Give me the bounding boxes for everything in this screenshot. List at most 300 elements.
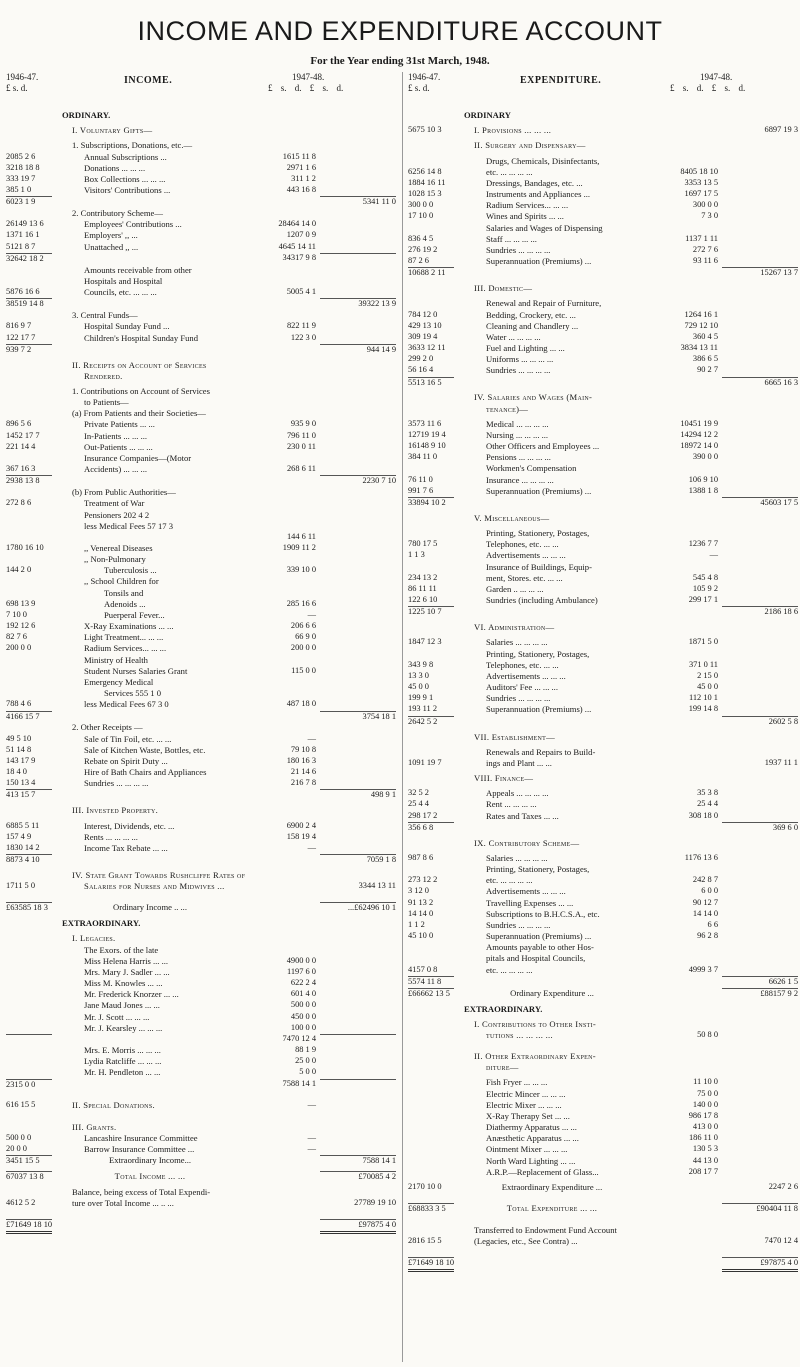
row-label: Pensions ... ... ... ...	[486, 452, 551, 463]
prior-year-amount	[6, 408, 52, 419]
current-total-amount	[722, 637, 798, 648]
prior-year-amount: 2085 2 6	[6, 151, 36, 161]
current-item-amount	[248, 453, 320, 464]
row-detail	[52, 832, 320, 843]
current-item-amount: 5005 4 1	[286, 287, 316, 297]
row-detail	[52, 699, 320, 710]
current-total-amount	[320, 208, 396, 219]
expenditure-row	[408, 822, 798, 834]
row-detail	[52, 1023, 320, 1034]
prior-year-amount	[408, 773, 454, 784]
current-total-amount	[320, 1045, 396, 1056]
expenditure-row	[408, 178, 798, 189]
current-item-amount	[248, 125, 320, 136]
current-item-amount: 1388 1 8	[688, 485, 718, 495]
current-item-amount: 144 6 11	[286, 531, 316, 541]
current-total-amount	[320, 1122, 396, 1133]
current-item-amount: 935 9 0	[290, 419, 316, 429]
prior-year-amount: 788 4 6	[6, 699, 32, 709]
expenditure-row	[408, 637, 798, 648]
row-detail	[454, 773, 722, 784]
prior-year-amount: 192 12 6	[6, 621, 36, 631]
row-detail	[52, 778, 320, 789]
row-label: Sundries ... ... ... ...	[84, 778, 149, 789]
current-item-amount	[248, 397, 320, 408]
current-item-amount: 44 13 0	[692, 1155, 718, 1165]
row-detail	[52, 1100, 320, 1111]
prior-year-amount: 87 2 6	[408, 256, 429, 266]
income-row	[6, 419, 396, 430]
current-total-amount	[320, 643, 396, 654]
row-detail	[454, 452, 722, 463]
prior-year-amount	[6, 397, 52, 408]
row-detail	[454, 486, 722, 497]
row-label: Sale of Tin Foil, etc. ... ...	[84, 733, 172, 744]
row-label	[454, 377, 650, 389]
row-label: Wines and Spirits ... ...	[486, 211, 564, 222]
row-label	[454, 267, 650, 279]
row-detail	[52, 344, 320, 356]
current-item-amount: 206 6 6	[290, 621, 316, 631]
current-total-amount	[722, 550, 798, 561]
row-label: Subscriptions to B.H.C.S.A., etc.	[486, 908, 600, 919]
current-item-amount: 268 6 11	[286, 464, 316, 474]
expenditure-row	[408, 758, 798, 769]
row-label: (Legacies, etc., See Contra) ...	[474, 1236, 578, 1247]
expenditure-row	[408, 898, 798, 909]
current-total-amount	[722, 732, 798, 743]
row-label: Private Patients ... ...	[84, 419, 155, 430]
current-item-amount	[650, 747, 722, 758]
current-item-amount	[650, 1062, 722, 1073]
row-label: VII. Establishment—	[474, 731, 555, 742]
row-label	[52, 196, 248, 208]
row-label: Accidents) ... ... ...	[84, 464, 148, 475]
expenditure-row	[408, 1030, 798, 1041]
row-detail	[52, 576, 320, 587]
row-detail	[52, 1219, 320, 1234]
current-total-amount	[320, 989, 396, 1000]
income-row	[6, 1079, 396, 1091]
current-item-amount	[248, 677, 320, 688]
row-label: Insurance of Buildings, Equip-	[486, 561, 592, 572]
row-label: Councils, etc. ... ... ...	[84, 287, 157, 298]
prior-year-amount: 20 0 0	[6, 1143, 27, 1153]
prior-year-amount	[408, 298, 454, 309]
prior-year-amount	[408, 1051, 454, 1062]
current-total-amount	[320, 510, 396, 521]
expenditure-row	[408, 310, 798, 321]
current-item-amount	[248, 408, 320, 419]
row-detail	[52, 253, 320, 265]
row-label: Workmen's Compensation	[486, 463, 577, 474]
row-label: Uniforms ... ... ... ...	[486, 354, 554, 365]
prior-year-amount: 193 11 2	[408, 704, 438, 714]
prior-year-amount	[408, 864, 454, 875]
prior-year-amount	[6, 371, 52, 382]
row-label: ,, School Children for	[84, 576, 159, 587]
current-total-amount	[320, 487, 396, 498]
expenditure-row	[408, 392, 798, 403]
current-item-amount: 7588 14 1	[282, 1078, 316, 1088]
current-total-amount	[722, 909, 798, 920]
current-total-amount	[722, 140, 798, 151]
row-detail	[454, 1019, 722, 1030]
expenditure-row	[408, 886, 798, 897]
row-label: I. Contributions to Other Insti-	[474, 1018, 597, 1029]
current-item-amount: 75 0 0	[697, 1088, 718, 1098]
current-total-amount	[722, 110, 798, 121]
current-item-amount	[650, 1203, 722, 1215]
row-detail	[454, 140, 722, 151]
row-label: Lancashire Insurance Committee	[84, 1132, 198, 1143]
income-row	[6, 298, 396, 310]
prior-year-amount	[408, 140, 454, 151]
prior-year-amount: 298 17 2	[408, 810, 438, 820]
current-total-amount	[722, 953, 798, 964]
current-total-amount	[722, 1156, 798, 1167]
prior-year-amount	[6, 1187, 52, 1198]
current-total-amount	[320, 453, 396, 464]
row-label: Sundries (including Ambulance)	[486, 595, 598, 606]
row-detail	[52, 242, 320, 253]
current-total-amount	[320, 1000, 396, 1011]
prior-year-amount: 2642 5 2	[408, 716, 454, 728]
row-label: ment, Stores. etc. ... ...	[486, 572, 563, 583]
row-label: Fish Fryer ... ... ...	[486, 1077, 548, 1088]
row-label: Printing, Stationery, Postages,	[486, 863, 590, 874]
current-total-amount: 2186 18 6	[722, 606, 798, 618]
row-detail	[454, 898, 722, 909]
row-detail	[454, 704, 722, 715]
current-item-amount	[650, 513, 722, 524]
row-detail	[52, 521, 320, 532]
row-label: Extraordinary Income...	[108, 1155, 192, 1166]
row-label: Diathermy Apparatus ... ...	[486, 1122, 577, 1133]
row-detail	[454, 838, 722, 849]
current-total-amount	[320, 265, 396, 276]
current-item-amount: 88 1 9	[295, 1044, 316, 1054]
row-label: 1. Subscriptions, Donations, etc.—	[72, 140, 193, 151]
row-detail	[454, 110, 722, 121]
income-row	[6, 1000, 396, 1011]
income-row	[6, 688, 396, 699]
current-item-amount: 5 0 0	[299, 1067, 316, 1077]
income-row	[6, 287, 396, 298]
row-label	[52, 789, 248, 801]
expenditure-row	[408, 562, 798, 573]
current-total-amount	[722, 747, 798, 758]
expenditure-row	[408, 909, 798, 920]
row-detail	[454, 660, 722, 671]
expenditure-title: EXPENDITURE.	[520, 75, 602, 86]
row-detail	[454, 283, 722, 294]
current-total-amount	[722, 573, 798, 584]
expenditure-prev-year: 1946-47.	[408, 72, 441, 82]
row-detail	[52, 643, 320, 654]
current-item-amount: 308 18 0	[688, 810, 718, 820]
current-total-amount	[722, 343, 798, 354]
expenditure-row	[408, 622, 798, 633]
expenditure-row	[408, 140, 798, 151]
income-row	[6, 174, 396, 185]
income-row	[6, 1067, 396, 1078]
income-row	[6, 475, 396, 487]
row-detail	[454, 732, 722, 743]
prior-year-amount	[6, 110, 52, 121]
row-label: Anæsthetic Apparatus ... ...	[486, 1133, 579, 1144]
current-item-amount	[248, 805, 320, 816]
row-label: 1. Contributions on Account of Services	[72, 385, 210, 396]
row-label: Employers' ,, ...	[84, 230, 138, 241]
row-detail	[52, 956, 320, 967]
prior-year-amount: 272 8 6	[6, 498, 32, 508]
current-item-amount: 339 10 0	[286, 565, 316, 575]
expenditure-row	[408, 732, 798, 743]
income-row	[6, 276, 396, 287]
prior-year-amount	[6, 677, 52, 688]
current-total-amount: 498 9 1	[320, 789, 396, 801]
current-total-amount	[722, 392, 798, 403]
current-item-amount: 487 18 0	[286, 699, 316, 709]
prior-year-amount: 385 1 0	[6, 185, 32, 195]
prior-year-amount: 1452 17 7	[6, 430, 40, 440]
row-detail	[52, 1171, 320, 1183]
current-item-amount	[650, 1236, 722, 1247]
income-row	[6, 487, 396, 498]
expenditure-row	[408, 475, 798, 486]
row-label: 2. Other Receipts —	[72, 722, 143, 733]
row-label: Mr. H. Pendleton ... ...	[84, 1067, 161, 1078]
row-detail	[52, 821, 320, 832]
current-total-amount	[320, 276, 396, 287]
prior-year-amount	[408, 1004, 454, 1015]
row-detail	[52, 419, 320, 430]
prior-year-amount: 82 7 6	[6, 632, 27, 642]
current-total-amount	[722, 1122, 798, 1133]
row-label: Mr. J. Kearsley ... ... ...	[84, 1022, 163, 1033]
row-detail	[52, 632, 320, 643]
current-total-amount	[320, 745, 396, 756]
income-row	[6, 1171, 396, 1183]
row-detail	[52, 677, 320, 688]
row-detail	[454, 562, 722, 573]
prior-year-amount: 56 16 4	[408, 365, 434, 375]
current-total-amount	[320, 565, 396, 576]
expenditure-row	[408, 716, 798, 728]
current-item-amount: 100 0 0	[290, 1022, 316, 1032]
row-detail	[52, 588, 320, 599]
income-row	[6, 821, 396, 832]
current-item-amount: 115 0 0	[291, 665, 316, 675]
income-row	[6, 756, 396, 767]
prior-year-amount	[408, 1144, 454, 1155]
current-item-amount: 1176 13 6	[684, 852, 718, 862]
current-item-amount: 14294 12 2	[680, 429, 718, 439]
prior-year-amount: 12719 19 4	[408, 429, 446, 439]
current-total-amount: 5341 11 0	[320, 196, 396, 208]
prior-year-amount	[408, 1030, 454, 1041]
expenditure-row	[408, 452, 798, 463]
expenditure-row	[408, 1089, 798, 1100]
row-label: Superannuation (Premiums) ...	[486, 704, 592, 715]
expenditure-row	[408, 660, 798, 671]
current-total-amount	[320, 1133, 396, 1144]
income-row	[6, 734, 396, 745]
current-item-amount	[650, 758, 722, 769]
row-detail	[52, 532, 320, 543]
current-total-amount	[722, 513, 798, 524]
current-item-amount	[248, 1155, 320, 1167]
row-detail	[454, 550, 722, 561]
row-label: II. Surgery and Dispensary—	[474, 140, 586, 151]
current-total-amount	[320, 621, 396, 632]
current-total-amount	[722, 693, 798, 704]
row-label: Mrs. E. Morris ... ... ...	[84, 1044, 161, 1055]
current-item-amount: —	[307, 1143, 316, 1153]
expenditure-rows	[408, 110, 798, 1272]
row-label: ORDINARY.	[62, 110, 111, 120]
row-detail	[454, 463, 722, 474]
row-label: EXTRAORDINARY.	[464, 1003, 543, 1014]
current-total-amount: £97875 4 0	[722, 1257, 798, 1272]
current-item-amount	[248, 554, 320, 565]
current-item-amount	[248, 298, 320, 310]
prior-year-amount	[408, 404, 454, 415]
prior-year-amount	[6, 666, 52, 677]
row-label: ,, Venereal Diseases	[84, 542, 153, 553]
current-total-amount: 39322 13 9	[320, 298, 396, 310]
current-total-amount	[722, 167, 798, 178]
row-label: (a) From Patients and their Societies—	[72, 408, 206, 419]
current-item-amount: 90 2 7	[697, 365, 718, 375]
current-item-amount	[650, 732, 722, 743]
row-label: Salaries ... ... ... ...	[486, 852, 548, 863]
current-total-amount	[722, 256, 798, 267]
current-total-amount	[320, 978, 396, 989]
row-label: etc. ... ... ... ...	[486, 166, 533, 177]
current-total-amount: 3344 13 11	[358, 881, 396, 891]
prior-year-amount: £71649 18 10	[408, 1257, 454, 1272]
prior-year-amount: 1711 5 0	[6, 881, 36, 891]
prior-year-amount: 1884 16 11	[408, 177, 446, 187]
current-item-amount: 1697 17 5	[684, 189, 718, 199]
prior-year-amount: 122 17 7	[6, 332, 36, 342]
row-label: etc. ... ... ... ...	[486, 964, 533, 975]
row-detail	[454, 716, 722, 728]
current-total-amount	[722, 1077, 798, 1088]
current-item-amount: 28464 14 0	[278, 219, 316, 229]
row-label: Other Officers and Employees ...	[486, 441, 600, 452]
row-label	[52, 1079, 248, 1091]
row-label: Salaries for Nurses and Midwives ...	[84, 881, 225, 892]
current-total-amount	[320, 588, 396, 599]
row-detail	[52, 967, 320, 978]
current-item-amount: —	[307, 1100, 316, 1110]
expenditure-row	[408, 167, 798, 178]
row-label	[52, 711, 248, 723]
prior-year-amount: 367 16 3	[6, 464, 36, 474]
row-label: Emergency Medical	[84, 677, 154, 687]
income-title: INCOME.	[124, 75, 173, 86]
current-total-amount	[320, 431, 396, 442]
expenditure-row	[408, 931, 798, 942]
row-detail	[52, 125, 320, 136]
prior-year-amount: 3573 11 6	[408, 418, 442, 428]
current-total-amount	[722, 864, 798, 875]
prior-year-amount: 300 0 0	[408, 200, 434, 210]
prior-year-amount	[6, 208, 52, 219]
row-label: Extraordinary Expenditure ...	[501, 1181, 603, 1192]
row-detail	[454, 125, 722, 136]
prior-year-amount: 6023 1 9	[6, 196, 52, 208]
row-detail	[52, 475, 320, 487]
row-detail	[52, 933, 320, 944]
row-label: Insurance ... ... ... ...	[486, 474, 554, 485]
current-total-amount	[320, 699, 396, 710]
current-item-amount: 796 11 0	[286, 430, 316, 440]
prior-year-amount: 18 4 0	[6, 767, 27, 777]
current-total-amount	[320, 543, 396, 554]
prior-year-amount: 276 19 2	[408, 244, 438, 254]
row-label: Rent ... ... ... ...	[486, 799, 537, 810]
row-label: pitals and Hospital Councils,	[486, 953, 586, 964]
row-label: The Exors. of the late	[84, 944, 159, 955]
prior-year-amount	[408, 283, 454, 294]
row-label: Superannuation (Premiums) ...	[486, 931, 592, 942]
prior-year-amount: 143 17 9	[6, 755, 36, 765]
row-detail	[52, 655, 320, 666]
income-row	[6, 219, 396, 230]
current-total-amount	[320, 310, 396, 321]
income-row	[6, 140, 396, 151]
row-detail	[454, 758, 722, 769]
current-total-amount: 6897 19 3	[764, 125, 798, 135]
row-label: Employees' Contributions ...	[84, 219, 182, 230]
income-row	[6, 442, 396, 453]
current-item-amount	[248, 276, 320, 287]
current-item-amount: 50 8 0	[697, 1029, 718, 1039]
row-detail	[52, 464, 320, 475]
prior-year-amount: 836 4 5	[408, 233, 434, 243]
prior-year-amount: 10688 2 11	[408, 267, 454, 279]
prior-year-amount: 784 12 0	[408, 309, 438, 319]
row-detail	[454, 354, 722, 365]
current-item-amount: 66 9 0	[295, 632, 316, 642]
current-total-amount	[320, 419, 396, 430]
current-item-amount	[248, 371, 320, 382]
prior-year-amount	[6, 576, 52, 587]
row-detail	[454, 953, 722, 964]
row-label: Interest, Dividends, etc. ...	[84, 820, 175, 831]
prior-year-amount	[6, 1045, 52, 1056]
row-label: III. Domestic—	[474, 283, 533, 294]
current-total-amount	[722, 211, 798, 222]
current-total-amount	[722, 886, 798, 897]
row-label: Treatment of War	[84, 498, 145, 509]
income-row	[6, 1198, 396, 1209]
current-item-amount: 35 3 8	[697, 788, 718, 798]
row-detail	[52, 881, 320, 892]
expenditure-row	[408, 267, 798, 279]
prior-year-amount	[6, 310, 52, 321]
prior-year-amount	[6, 1056, 52, 1067]
income-row	[6, 1219, 396, 1234]
income-row	[6, 655, 396, 666]
row-detail	[454, 976, 722, 988]
row-detail	[454, 539, 722, 550]
current-total-amount	[320, 967, 396, 978]
